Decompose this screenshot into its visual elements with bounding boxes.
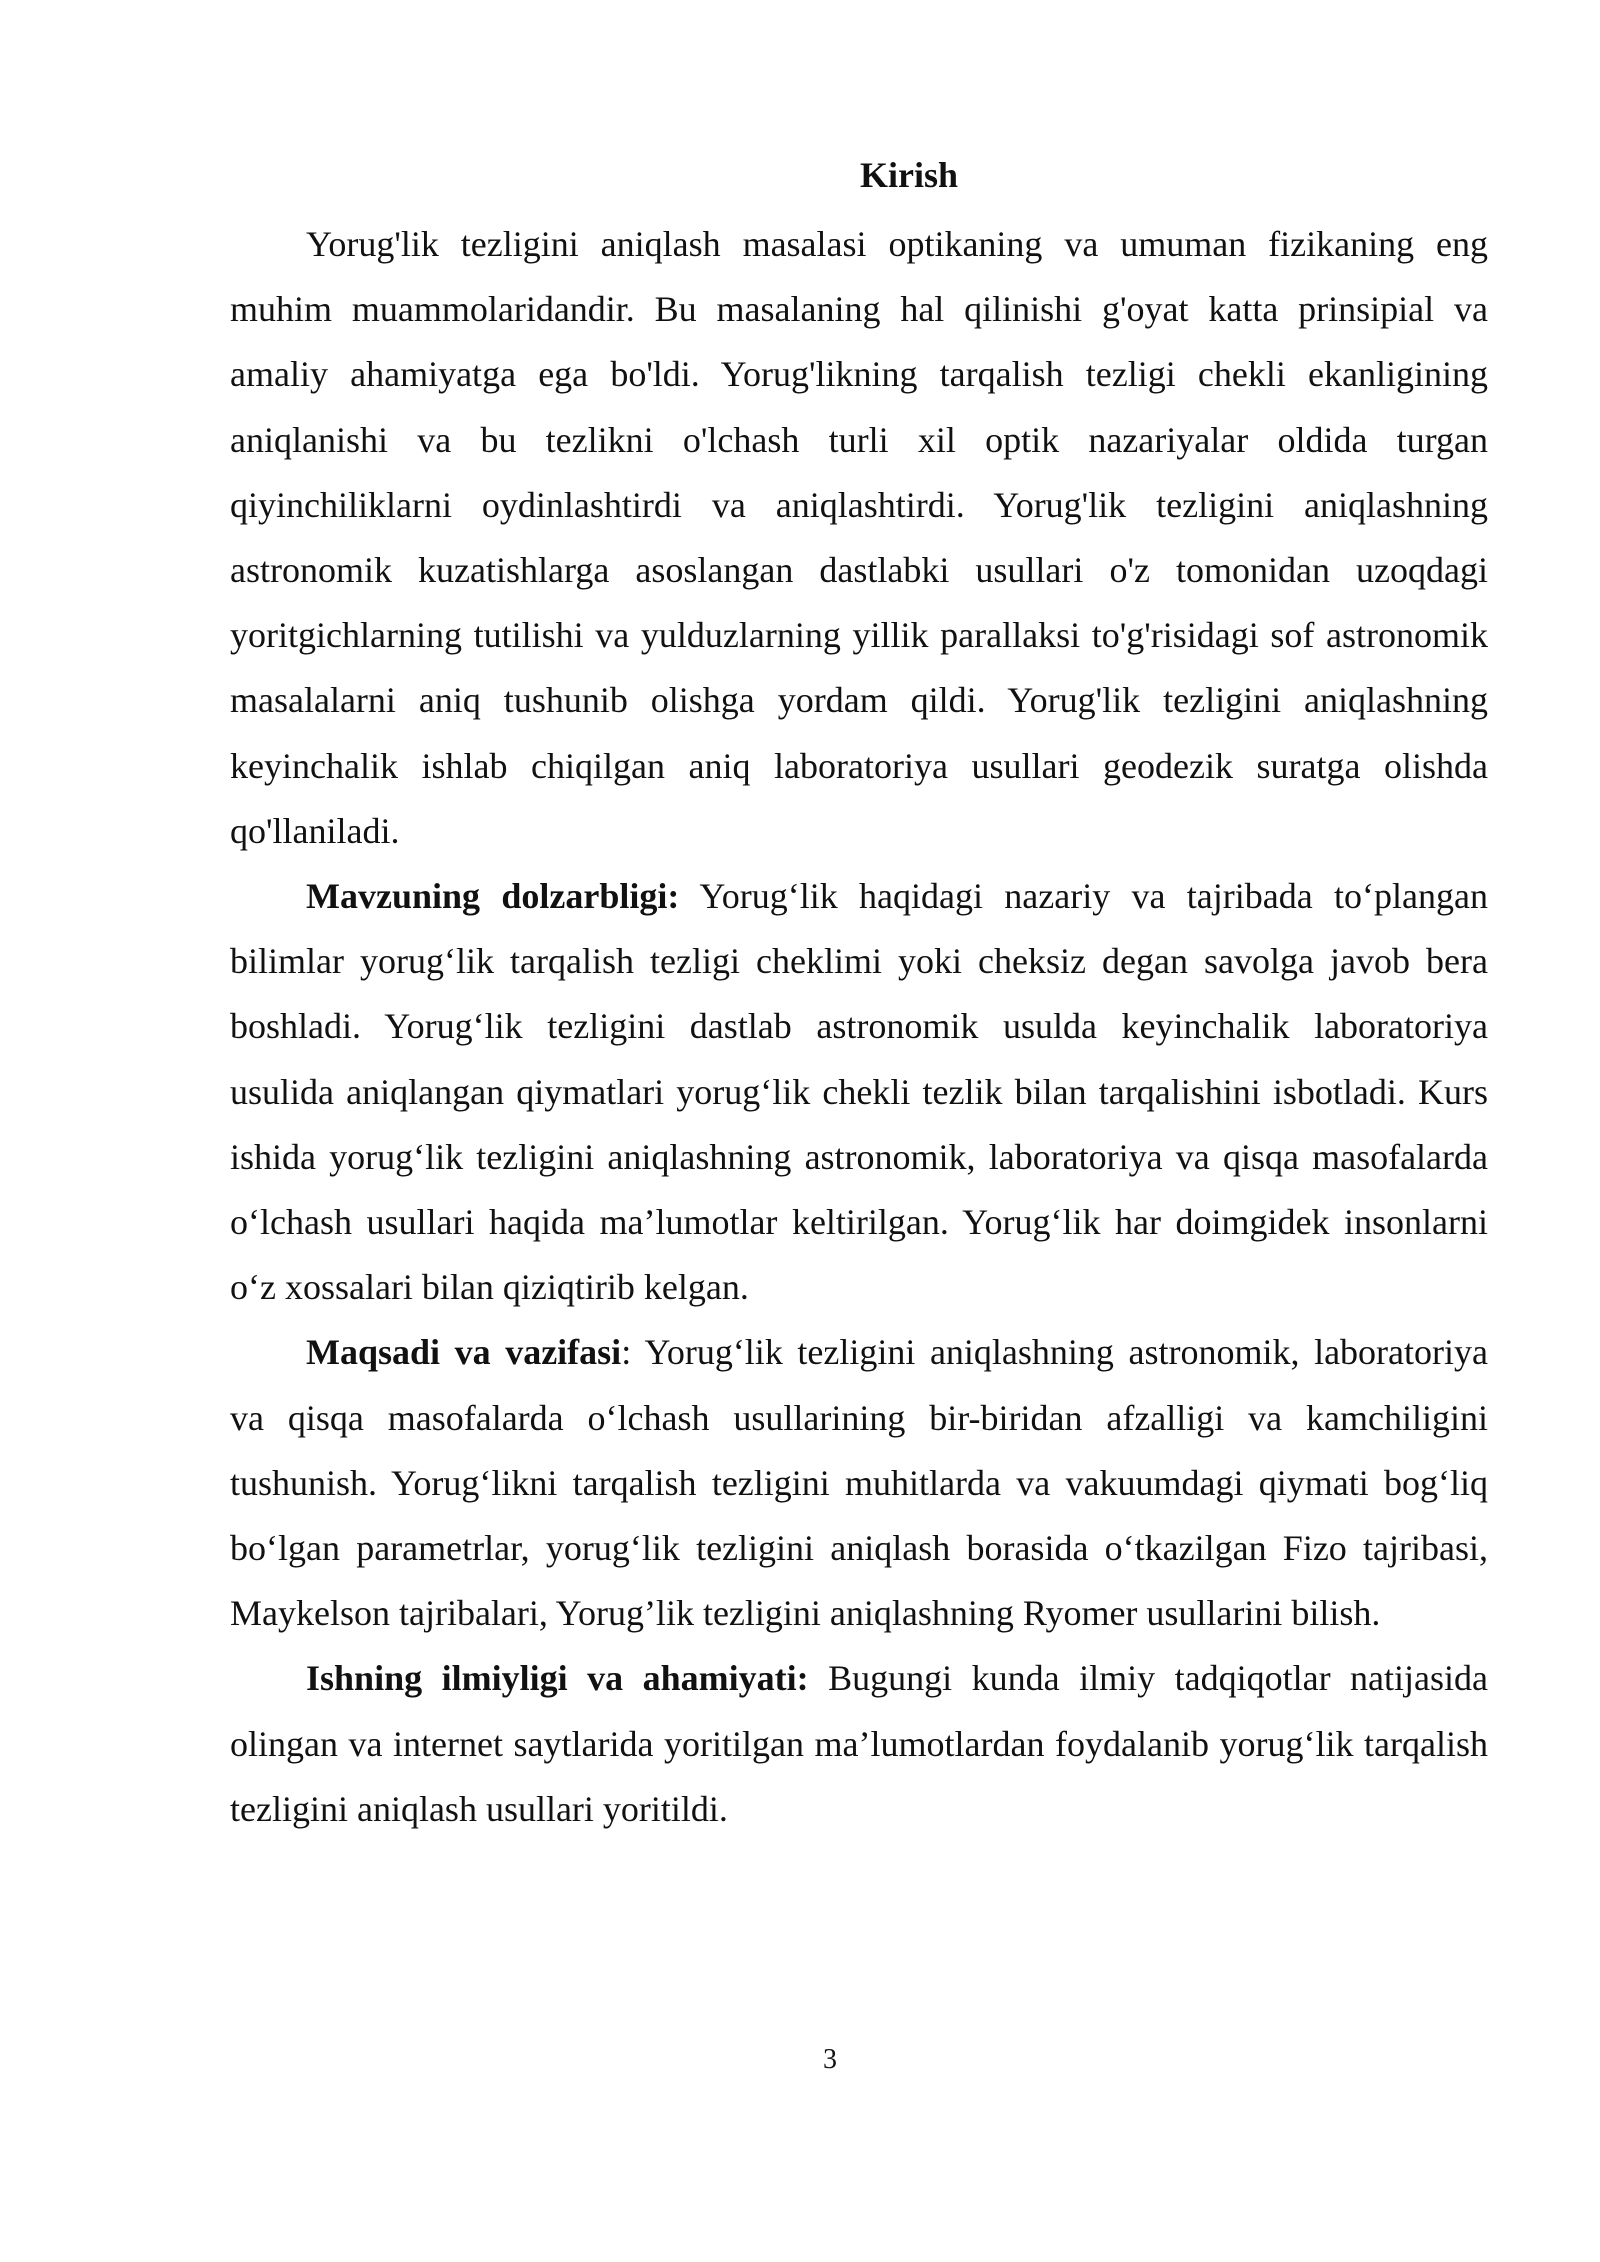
paragraph-significance (230, 1646, 1488, 1842)
paragraph-goals (230, 1320, 1488, 1646)
paragraph-lead: Maqsadi va vazifasi (306, 1332, 622, 1373)
paragraph-text: Bugungi kunda ilmiy tadqiqotlar natijasida olingan va internet saytlarida yoritilgan ma’lumotlardan foydalanib yorug‘lik tarqalish tezligini aniqlash usullari yoritildi. (230, 1658, 1489, 1829)
paragraph-text: Yorug‘lik haqidagi nazariy va tajribada to‘plangan bilimlar yorug‘lik tarqalish tezligi cheklimi yoki cheksiz degan savolga javob bera boshladi. Yorug‘lik tezligini dastlab astronomik usulda keyinchalik laboratoriya usulida aniqlangan qiymatlari yorug‘lik chekli tezlik bilan tarqalishini isbotladi. Kurs ishida yorug‘lik tezligini aniqlashning astronomik, laboratoriya va qisqa masofalarda o‘lchash usullari haqida ma’lumotlar keltirilgan. Yorug‘lik har doimgidek insonlarni o‘z xossalari bilan qiziqtirib kelgan. (230, 876, 1488, 1308)
page-number: 3 (823, 2044, 837, 2075)
paragraph-text: : Yorug‘lik tezligini aniqlashning astronomik, laboratoriya va qisqa masofalarda o‘lchash usullarining bir-biridan afzalligi va kamchiligini tushunish. Yorug‘likni tarqalish tezligini muhitlarda va vakuumdagi qiymati bog‘liq bo‘lgan parametrlar, yorug‘lik tezligini aniqlash borasida o‘tkazilgan Fizo tajribasi, Maykelson tajribalari, Yorug’lik tezligini aniqlashning Ryomer usullarini bilish. (230, 1332, 1488, 1634)
page-content (230, 148, 1488, 1842)
paragraph-intro (230, 212, 1488, 864)
paragraph-lead: Ishning ilmiyligi va ahamiyati: (306, 1658, 809, 1699)
paragraph-text: Yorug'lik tezligini aniqlash masalasi optikaning va umuman fizikaning eng muhim muammolaridandir. Bu masalaning hal qilinishi g'oyat katta prinsipial va amaliy ahamiyatga ega bo'ldi. Yorug'likning tarqalish tezligi chekli ekanligining aniqlanishi va bu tezlikni o'lchash turli xil optik nazariyalar oldida turgan qiyinchiliklarni oydinlashtirdi va aniqlashtirdi. Yorug'lik tezligini aniqlashning astronomik kuzatishlarga asoslangan dastlabki usullari o'z tomonidan uzoqdagi yoritgichlarning tutilishi va yulduzlarning yillik parallaksi to'g'risidagi sof astronomik masalalarni aniq tushunib olishga yordam qildi. Yorug'lik tezligini aniqlashning keyinchalik ishlab chiqilgan aniq laboratoriya usullari geodezik suratga olishda qo'llaniladi. (230, 224, 1488, 851)
paragraph-relevance (230, 864, 1488, 1320)
paragraph-lead: Mavzuning dolzarbligi: (306, 876, 680, 917)
section-title: Kirish (859, 155, 958, 195)
